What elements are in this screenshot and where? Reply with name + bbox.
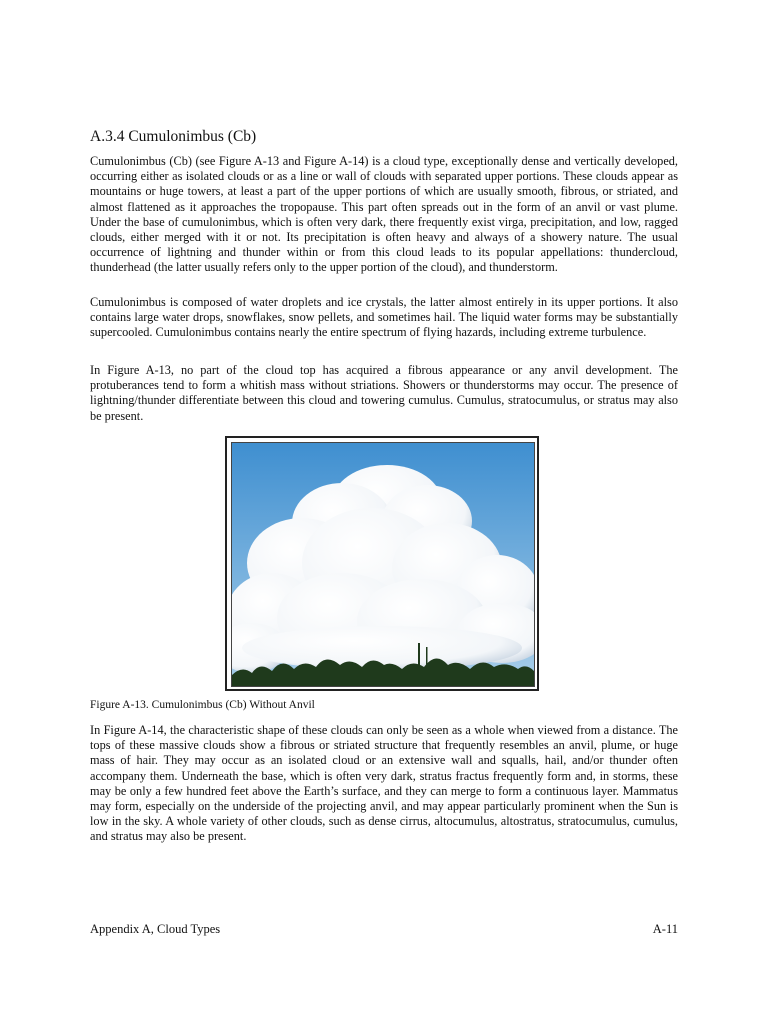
figure-a13-frame: [225, 436, 539, 691]
cloud-illustration: [232, 443, 534, 686]
paragraph-figure-a14-description: In Figure A-14, the characteristic shape of these clouds can only be seen as a whole when viewed from a distance. The tops of these massive clouds show a fibrous or striated structure that frequently resembles an anvil, plume, or huge mass of hair. They may occur as an isolated cloud or an extensive wall and squalls, hail, and/or thunder often accompany them. Underneath the base, which is often very dark, stratus fractus frequently form and, in storms, these may be only a few hundred feet above the Earth’s surface, and they can merge to form a continuous layer. Mammatus may form, especially on the underside of the projecting anvil, and may appear particularly prominent when the Sun is low in the sky. A whole variety of other clouds, such as dense cirrus, altocumulus, altostratus, stratocumulus, cumulus, and stratus may also be present.: [90, 723, 678, 844]
section-heading: A.3.4 Cumulonimbus (Cb): [90, 128, 257, 145]
footer-page-number: A-11: [652, 922, 678, 936]
paragraph-cb-composition: Cumulonimbus is composed of water droplets and ice crystals, the latter almost entirely in its upper portions. It also contains large water drops, snowflakes, snow pellets, and sometimes hail. The liquid water forms may be substantially supercooled. Cumulonimbus contains nearly the entire spectrum of flying hazards, including extreme turbulence.: [90, 295, 678, 340]
footer-section-title: Appendix A, Cloud Types: [90, 922, 221, 936]
paragraph-figure-a13-description: In Figure A-13, no part of the cloud top has acquired a fibrous appearance or any anvil development. The protuberances tend to form a whitish mass without striations. Showers or thunderstorms may occur. The presence of lightning/thunder differentiate between this cloud and towering cumulus. Cumulus, stratocumulus, or stratus may also be present.: [90, 363, 678, 423]
figure-caption: Figure A-13. Cumulonimbus (Cb) Without Anvil: [90, 699, 315, 711]
cumulonimbus-photo: [231, 442, 535, 687]
paragraph-cb-definition: Cumulonimbus (Cb) (see Figure A-13 and Figure A-14) is a cloud type, exceptionally dense and vertically developed, occurring either as isolated clouds or as a line or wall of clouds with separated upper portions. These clouds appear as mountains or huge towers, at least a part of the upper portions of which are usually smooth, fibrous, or striated, and almost flattened as it approaches the tropopause. This part often spreads out in the form of an anvil or vast plume. Under the base of cumulonimbus, which is often very dark, there frequently exist virga, precipitation, and low, ragged clouds, either merged with it or not. Its precipitation is often heavy and always of a showery nature. The usual occurrence of lightning and thunder within or from this cloud leads to its popular appellations: thundercloud, thunderhead (the latter usually refers only to the upper portion of the cloud), and thunderstorm.: [90, 154, 678, 275]
